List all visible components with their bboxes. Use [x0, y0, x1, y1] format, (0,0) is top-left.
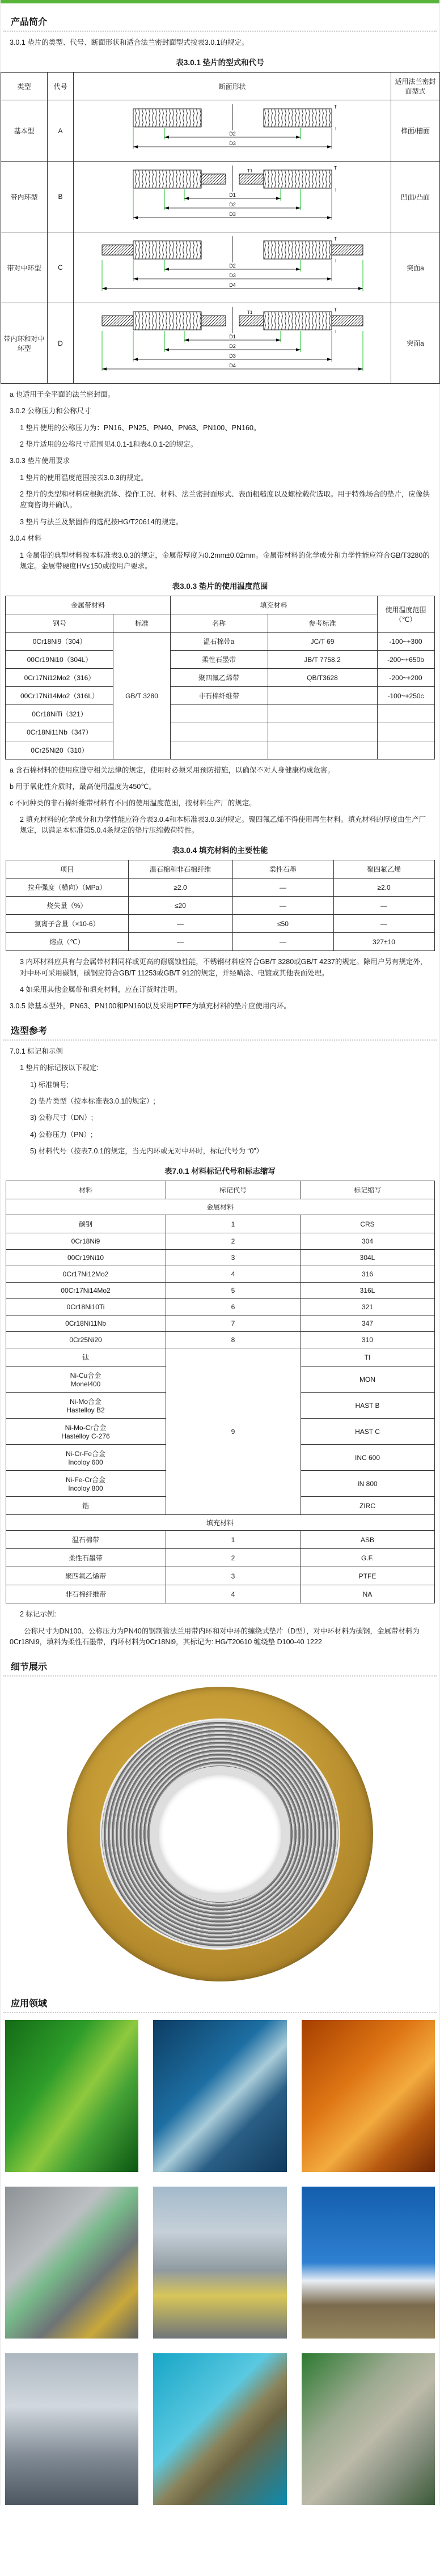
mark-abbr-cell: 316	[301, 1266, 434, 1283]
col-header-asbestos-fiber: 温石棉和非石棉纤维	[128, 860, 232, 879]
temp-range-cell	[377, 705, 434, 723]
temp-range-cell	[377, 741, 434, 759]
section-divider	[3, 31, 437, 32]
table-303-row	[6, 741, 434, 759]
table-701-row	[6, 1299, 434, 1315]
flange-face-cell: 凹面/凸面	[391, 162, 440, 232]
col-header-mark-code: 标记代号	[166, 1181, 301, 1199]
table-701-row	[6, 1233, 434, 1250]
svg-text:T1: T1	[247, 310, 252, 316]
table-304-title: 表3.0.4 填充材料的主要性能	[172, 846, 268, 855]
table-701-row	[6, 1348, 434, 1366]
property-value-cell: —	[128, 933, 232, 951]
photo-wind-turbines	[302, 2187, 435, 2339]
marking-rule-1: 1) 标准编号;	[30, 1080, 69, 1089]
table-303-header-row-1	[6, 596, 434, 614]
gasket-type-cell: 带对中环型	[1, 232, 48, 303]
svg-text:D3: D3	[229, 273, 236, 279]
col-header-temp-range: 使用温度范围（℃）	[377, 596, 434, 633]
material-cell: 温石棉带	[6, 1531, 166, 1549]
mark-abbr-cell: MON	[301, 1366, 434, 1393]
gasket-code-cell: C	[48, 232, 74, 303]
table-301-title: 表3.0.1 垫片的型式和代号	[176, 58, 264, 67]
cross-section-drawing	[74, 232, 391, 303]
steel-grade-cell: 00Cr19Ni10（304L）	[6, 651, 113, 669]
cross-section-drawing	[74, 100, 391, 162]
filler-name-cell	[170, 705, 268, 723]
table-701-row	[6, 1215, 434, 1233]
ref-standard-cell	[268, 705, 377, 723]
marking-example-text: 公称尺寸为DN100、公称压力为PN40的钢制管法兰用带内环和对中环的缠绕式垫片（D型），对中环材料为碳钢，金属带材料为0Cr18Ni9，填料为柔性石墨带，内环材料为0Cr18Ni9，其标记为: HG/T20610 缠绕垫 D100-40 1222	[10, 1627, 420, 1646]
filler-materials-section-cell: 填充材料	[6, 1515, 434, 1531]
mark-abbr-cell: 316L	[301, 1283, 434, 1299]
table-701-row	[6, 1315, 434, 1332]
gasket-type-cell: 带内环型	[1, 162, 48, 232]
mark-abbr-cell: 304L	[301, 1250, 434, 1266]
filler-name-cell: 聚四氟乙烯带	[170, 669, 268, 687]
material-cell: 0Cr18Ni9	[6, 1233, 166, 1250]
mark-abbr-cell: ASB	[301, 1531, 434, 1549]
property-name-cell: 拉升强度（横向）（MPa）	[6, 879, 128, 897]
metal-materials-section-cell: 金属材料	[6, 1199, 434, 1215]
material-cell	[6, 1348, 166, 1366]
photo-refinery-plant	[5, 2353, 138, 2505]
material-line1: Ni-Fe-Cr合金	[66, 1476, 105, 1484]
table-701-row	[6, 1266, 434, 1283]
item-3-0-4-3: 3 内环材料应具有与金属带材料同样或更高的耐腐蚀性能，不锈钢材料应符合GB/T 3280或GB/T 4237的规定。除用户另有规定外，对中环可采用碳钢，碳钢应符合GB/T 11253或GB/T 912的规定，并经喷涂、电镀或其他表面处理。	[20, 958, 428, 977]
property-value-cell: —	[333, 897, 434, 915]
item-3-0-4-4: 4 如采用其他金属带和填充材料，应在订货时注明。	[20, 986, 182, 994]
table-303-header-row-2	[6, 614, 434, 633]
mark-abbr-cell: PTFE	[301, 1567, 434, 1585]
col-header-ref-standard: 参考标准	[268, 614, 377, 633]
svg-text:T: T	[333, 104, 337, 110]
svg-text:D4: D4	[229, 282, 236, 288]
item-3-0-3-3: 3 垫片与法兰及紧固件的选配按HG/T20614的规定。	[20, 517, 183, 526]
col-header-section-shape: 断面形状	[74, 73, 391, 100]
section-divider	[3, 1039, 437, 1041]
application-photo-grid	[5, 2020, 435, 2505]
section-title-detail: 细节展示	[11, 1662, 48, 1672]
table-304-row	[6, 897, 434, 915]
material-cell: 碳钢	[6, 1215, 166, 1233]
mark-abbr-cell: 304	[301, 1233, 434, 1250]
svg-text:D4: D4	[229, 363, 236, 369]
material-cell	[6, 1497, 166, 1515]
table-304-row	[6, 933, 434, 951]
table-304-header-row	[6, 860, 434, 879]
ref-standard-cell	[268, 723, 377, 741]
material-cell	[6, 1393, 166, 1419]
mark-code-cell: 4	[166, 1266, 301, 1283]
mark-abbr-cell: HAST B	[301, 1393, 434, 1419]
table-303-row	[6, 687, 434, 705]
flange-face-cell: 突面a	[391, 232, 440, 303]
photo-textile-machine	[302, 2353, 435, 2505]
table-701-title: 表7.0.1 材料标记代号和标志缩写	[164, 1167, 276, 1176]
mark-abbr-cell: IN 800	[301, 1471, 434, 1497]
ref-standard-cell	[268, 687, 377, 705]
svg-text:D3: D3	[229, 353, 236, 359]
mark-abbr-cell: G.F.	[301, 1549, 434, 1567]
heading-7-0-1: 7.0.1 标记和示例	[10, 1047, 63, 1055]
mark-code-cell: 7	[166, 1315, 301, 1332]
section-divider	[3, 2012, 437, 2013]
col-header-ptfe: 聚四氟乙烯	[333, 860, 434, 879]
material-line1: 锆	[82, 1502, 89, 1510]
svg-text:D2: D2	[229, 131, 236, 137]
gasket-detail-photo	[67, 1687, 373, 1981]
material-cell	[6, 1471, 166, 1497]
filler-name-cell	[170, 741, 268, 759]
property-value-cell: 327±10	[333, 933, 434, 951]
photo-winding-machine	[153, 2020, 286, 2172]
mark-abbr-cell: ZIRC	[301, 1497, 434, 1515]
steel-grade-cell: 00Cr17Ni14Mo2（316L）	[6, 687, 113, 705]
heading-3-0-3: 3.0.3 垫片使用要求	[10, 457, 70, 465]
ref-standard-cell: QB/T3628	[268, 669, 377, 687]
material-cell: 00Cr17Ni14Mo2	[6, 1283, 166, 1299]
property-name-cell: 烧失量（%）	[6, 897, 128, 915]
flange-face-cell: 突面a	[391, 303, 440, 384]
table-701-row	[6, 1332, 434, 1348]
mark-abbr-cell: 321	[301, 1299, 434, 1315]
svg-text:D3: D3	[229, 141, 236, 147]
svg-text:D2: D2	[229, 263, 236, 269]
table-701-row	[6, 1585, 434, 1603]
cross-section-svg	[79, 165, 386, 226]
table-304	[6, 860, 435, 951]
material-line2: Incoloy 600	[68, 1458, 103, 1467]
mark-code-cell: 1	[166, 1215, 301, 1233]
temp-range-cell: -100~+250c	[377, 687, 434, 705]
mark-abbr-cell: 347	[301, 1315, 434, 1332]
filler-name-cell: 非石棉纤维带	[170, 687, 268, 705]
cross-section-drawing	[74, 162, 391, 232]
material-line2: Monel400	[70, 1380, 101, 1389]
paragraph-3-0-5: 3.0.5 除基本型外，PN63、PN100和PN160以及采用PTFE为填充材料的垫片应使用内环。	[10, 1002, 291, 1011]
mark-code-cell: 2	[166, 1233, 301, 1250]
table-701-row	[6, 1567, 434, 1585]
property-name-cell: 氯离子含量（×10-6）	[6, 915, 128, 933]
filler-name-cell	[170, 723, 268, 741]
item-3-0-2-1: 1 垫片使用的公称压力为：PN16、PN25、PN40、PN63、PN100、PN160。	[20, 423, 261, 432]
steel-grade-cell: 0Cr18Ni9（304）	[6, 633, 113, 651]
col-header-metal-strip: 金属带材料	[6, 596, 170, 614]
svg-text:T1: T1	[247, 168, 252, 174]
table-301-row	[1, 232, 440, 303]
mark-code-merged-cell: 9	[166, 1348, 301, 1515]
marking-example-title: 2 标记示例:	[20, 1610, 56, 1619]
col-header-type: 类型	[1, 73, 48, 100]
property-value-cell: —	[232, 879, 333, 897]
material-line2: Hastelloy B2	[66, 1406, 105, 1415]
steel-grade-cell: 0Cr17Ni12Mo2（316）	[6, 669, 113, 687]
property-name-cell: 熔点（℃）	[6, 933, 128, 951]
material-line1: Ni-Cu合金	[70, 1372, 101, 1380]
paragraph-3-0-1: 3.0.1 垫片的类型、代号、断面形状和适合法兰密封面型式按表3.0.1的规定。	[10, 39, 249, 46]
table-301	[1, 72, 440, 384]
col-header-mark-abbr: 标记缩写	[301, 1181, 434, 1199]
temp-range-cell: -100~+300	[377, 633, 434, 651]
material-line1: Ni-Mo合金	[70, 1398, 101, 1406]
material-cell: 柔性石墨带	[6, 1549, 166, 1567]
table-304-row	[6, 915, 434, 933]
mark-code-cell: 5	[166, 1283, 301, 1299]
gasket-type-cell: 带内环和对中环型	[1, 303, 48, 384]
mark-code-cell: 2	[166, 1549, 301, 1567]
col-header-filler: 填充材料	[170, 596, 377, 614]
section-title-application: 应用领域	[11, 1998, 48, 2009]
item-3-0-4-1: 1 金属带的典型材料按本标准表3.0.3的规定，金属带厚度为0.2mm±0.02mm。金属带材料的化学成分和力学性能应符合GB/T3280的规定。金属带硬度HV≤150或按用户要求。	[20, 551, 430, 570]
item-3-0-3-2: 2 垫片的类型和材料应根据流体、操作工况、材料、法兰密封面形式、表面粗糙度以及螺栓载荷选取。用于特殊场合的垫片，应像供应商咨询并确认。	[20, 490, 430, 510]
table-303-note-c: c 不同种类的非石棉纤维带材料有不同的使用温度范围，按材料生产厂的规定。	[10, 799, 256, 807]
svg-text:T: T	[333, 307, 337, 313]
col-header-flange-face: 适用法兰密封面型式	[391, 73, 440, 100]
col-header-flexible-graphite: 柔性石墨	[232, 860, 333, 879]
material-cell	[6, 1366, 166, 1393]
cross-section-svg	[79, 236, 386, 297]
col-header-standard: 标准	[113, 614, 170, 633]
table-701	[6, 1181, 435, 1603]
table-303-row	[6, 669, 434, 687]
mark-code-cell: 8	[166, 1332, 301, 1348]
mark-code-cell: 4	[166, 1585, 301, 1603]
material-cell: 0Cr17Ni12Mo2	[6, 1266, 166, 1283]
mark-code-cell: 3	[166, 1567, 301, 1585]
mark-code-cell: 3	[166, 1250, 301, 1266]
metal-standard-cell: GB/T 3280	[113, 633, 170, 759]
table-701-section-row	[6, 1515, 434, 1531]
table-301-header-row	[1, 73, 440, 100]
table-303-row	[6, 723, 434, 741]
material-cell: 0Cr18Ni11Nb	[6, 1315, 166, 1332]
gasket-type-cell: 基本型	[1, 100, 48, 162]
mark-abbr-cell: 310	[301, 1332, 434, 1348]
material-cell: 0Cr25Ni20	[6, 1332, 166, 1348]
table-303-row	[6, 633, 434, 651]
gasket-inner-bore	[150, 1766, 290, 1902]
table-701-row	[6, 1250, 434, 1266]
property-value-cell: —	[232, 897, 333, 915]
material-cell: 00Cr19Ni10	[6, 1250, 166, 1266]
section-divider	[3, 1675, 437, 1677]
gasket-code-cell: A	[48, 100, 74, 162]
table-303-row	[6, 651, 434, 669]
property-value-cell: ≤20	[128, 897, 232, 915]
table-701-row	[6, 1283, 434, 1299]
property-value-cell: ≥2.0	[333, 879, 434, 897]
temp-range-cell: -200~+200	[377, 669, 434, 687]
heading-3-0-4: 3.0.4 材料	[10, 534, 42, 543]
table-301-row	[1, 162, 440, 232]
ref-standard-cell: JC/T 69	[268, 633, 377, 651]
flange-face-cell: 榫面/槽面	[391, 100, 440, 162]
ref-standard-cell	[268, 741, 377, 759]
cross-section-svg	[79, 104, 386, 155]
property-value-cell: ≥2.0	[128, 879, 232, 897]
col-header-steel-grade: 钢号	[6, 614, 113, 633]
property-value-cell: —	[128, 915, 232, 933]
table-303	[5, 596, 434, 759]
table-303-title: 表3.0.3 垫片的使用温度范围	[172, 582, 268, 591]
marking-rule-5: 5) 材料代号（按表7.0.1的规定，当无内环或无对中环时，标记代号为 “0”）	[30, 1147, 264, 1155]
marking-rule-4: 4) 公称压力（PN）;	[30, 1130, 93, 1139]
photo-gasket-rings-green	[5, 2020, 138, 2172]
item-3-0-3-1: 1 垫片的使用温度范围按表3.0.3的规定。	[20, 473, 148, 482]
mark-abbr-cell: TI	[301, 1348, 434, 1366]
svg-text:D2: D2	[229, 202, 236, 208]
photo-braided-packing	[153, 2353, 286, 2505]
col-header-name: 名称	[170, 614, 268, 633]
material-line2: Hastelloy C-276	[61, 1432, 110, 1441]
steel-grade-cell: 0Cr25Ni20（310）	[6, 741, 113, 759]
table-304-row	[6, 879, 434, 897]
marking-rule-3: 3) 公称尺寸（DN）;	[30, 1114, 94, 1122]
marking-rules-intro: 1 垫片的标记按以下规定:	[20, 1064, 99, 1072]
heading-3-0-2: 3.0.2 公称压力和公称尺寸	[10, 407, 91, 415]
item-3-0-4-2: 2 填充材料的化学成分和力学性能应符合表3.0.4和本标准表3.0.3的规定。聚四氟乙烯不得使用再生材料。填充材料的厚度由生产厂规定，以满足本标准第5.0.4条规定的垫片压缩载荷特性。	[20, 815, 426, 834]
property-value-cell: —	[333, 915, 434, 933]
material-line1: 钛	[82, 1353, 89, 1362]
mark-code-cell: 1	[166, 1531, 301, 1549]
material-line1: Ni-Cr-Fe合金	[66, 1450, 105, 1458]
table-301-footnote: a 也适用于全平面的法兰密封面。	[10, 391, 115, 399]
material-line2: Incoloy 800	[68, 1484, 103, 1493]
table-701-section-row	[6, 1199, 434, 1215]
svg-text:D1: D1	[229, 334, 236, 340]
mark-abbr-cell: INC 600	[301, 1445, 434, 1471]
material-cell	[6, 1419, 166, 1445]
property-value-cell: ≤50	[232, 915, 333, 933]
table-701-header-row	[6, 1181, 434, 1199]
svg-text:D3: D3	[229, 211, 236, 218]
svg-text:D2: D2	[229, 343, 236, 350]
section-title-intro: 产品简介	[11, 18, 48, 27]
temp-range-cell: -200~+650b	[377, 651, 434, 669]
item-3-0-2-2: 2 垫片适用的公称尺寸范围见4.0.1-1和表4.0.1-2的规定。	[20, 440, 198, 448]
svg-text:D1: D1	[229, 192, 236, 198]
photo-cut-sheet-gaskets	[302, 2020, 435, 2172]
mark-code-cell: 6	[166, 1299, 301, 1315]
photo-chemical-plant-pipes	[153, 2187, 286, 2339]
filler-name-cell: 温石棉带a	[170, 633, 268, 651]
steel-grade-cell: 0Cr18NiTi（321）	[6, 705, 113, 723]
section-title-selection: 选型参考	[11, 1026, 48, 1036]
table-301-row	[1, 100, 440, 162]
temp-range-cell	[377, 723, 434, 741]
mark-abbr-cell: NA	[301, 1585, 434, 1603]
material-cell: 非石棉纤维带	[6, 1585, 166, 1603]
col-header-code: 代号	[48, 73, 74, 100]
gasket-code-cell: B	[48, 162, 74, 232]
filler-name-cell: 柔性石墨带	[170, 651, 268, 669]
steel-grade-cell: 0Cr18Ni11Nb（347）	[6, 723, 113, 741]
cross-section-drawing	[74, 303, 391, 384]
cross-section-svg	[79, 307, 386, 377]
col-header-item: 项目	[6, 860, 128, 879]
table-701-row	[6, 1531, 434, 1549]
gasket-code-cell: D	[48, 303, 74, 384]
table-303-note-a: a 含石棉材料的使用应遵守相关法律的规定，使用时必须采用预防措施，以确保不对人身健康构成危害。	[10, 766, 335, 775]
photo-flange-gasket-assembly	[5, 2187, 138, 2339]
material-cell: 0Cr18Ni10Ti	[6, 1299, 166, 1315]
material-cell: 聚四氟乙烯带	[6, 1567, 166, 1585]
marking-rule-2: 2) 垫片类型（按本标准表3.0.1的规定）;	[30, 1097, 155, 1105]
table-303-row	[6, 705, 434, 723]
mark-abbr-cell: CRS	[301, 1215, 434, 1233]
table-301-row	[1, 303, 440, 384]
svg-text:T: T	[333, 236, 337, 242]
ref-standard-cell: JB/T 7758.2	[268, 651, 377, 669]
table-701-row	[6, 1549, 434, 1567]
material-cell	[6, 1445, 166, 1471]
property-value-cell: —	[232, 933, 333, 951]
svg-text:T: T	[333, 165, 337, 171]
top-accent-bar	[1, 0, 439, 3]
table-303-note-b: b 用于氧化性介质时，最高使用温度为450℃。	[10, 783, 156, 791]
col-header-material: 材料	[6, 1181, 166, 1199]
mark-abbr-cell: HAST C	[301, 1419, 434, 1445]
material-line1: Ni-Mo-Cr合金	[65, 1424, 107, 1432]
